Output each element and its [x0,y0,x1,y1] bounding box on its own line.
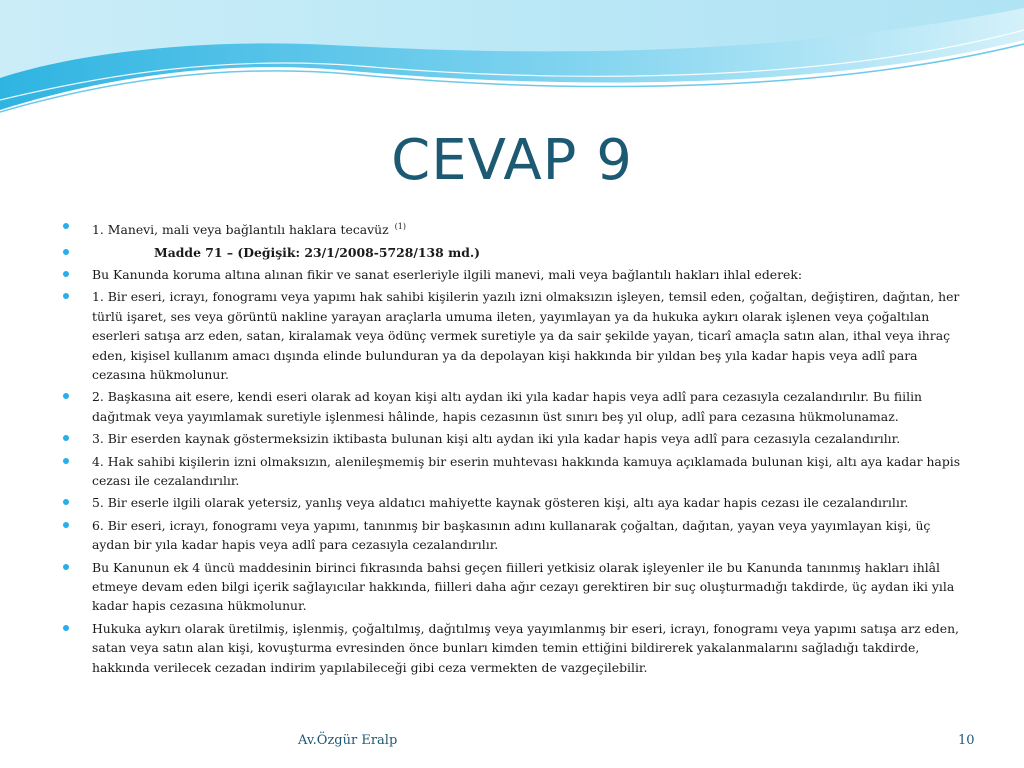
list-item: 4. Hak sahibi kişilerin izni olmaksızın, alenileşmemiş bir eserin muhtevası hakkında kamuya açıklamada bulunan kişi, altı aya kadar hapis cezası ile cezalandırılır. [62,452,962,491]
list-item: Madde 71 – (Değişik: 23/1/2008-5728/138 md.) [62,243,962,262]
footer-author: Av.Özgür Eralp [298,733,398,748]
bullet-icon [63,458,69,464]
list-item: 5. Bir eserle ilgili olarak yetersiz, yanlış veya aldatıcı mahiyette kaynak gösteren kişi, altı aya kadar hapis cezası ile cezalandırılır. [62,493,962,512]
list-item: Hukuka aykırı olarak üretilmiş, işlenmiş, çoğaltılmış, dağıtılmış veya yayımlanmış bir eseri, icrayı, fonogramı veya yapımı satışa arz eden, satan veya satın alan kişi, kovuşturma evresinden önce bunları kimden temin ettiğini bildirerek yakalanmalarını sağladığı takdirde, hakkında verilecek cezadan indirim yapılabileceği gibi ceza vermekten de vazgeçilebilir. [62,619,962,677]
slide-title: CEVAP 9 [391,128,633,193]
bullet-icon [63,522,69,528]
list-item: 1. Bir eseri, icrayı, fonogramı veya yapımı hak sahibi kişilerin yazılı izni olmaksızın işleyen, temsil eden, çoğaltan, değiştiren, dağıtan, her türlü işaret, ses veya görüntü nakline yarayan araçlarla umuma ileten, yayımlayan ya da hukuka aykırı olarak işlenen veya çoğaltılan eserleri satışa arz eden, satan, kiralamak veya ödünç vermek suretiyle ya da sair şekilde yayan, ticarî amaçla satın alan, ithal veya ihraç eden, kişisel kullanım amacı dışında elinde bulunduran ya da depolayan kişi hakkında bir yıldan beş yıla kadar hapis veya adlî para cezasına hükmolunur. [62,287,962,384]
content-list [62,217,962,680]
bullet-icon [63,249,69,255]
bullet-icon [63,435,69,441]
list-item: 2. Başkasına ait esere, kendi eseri olarak ad koyan kişi altı aydan iki yıla kadar hapis veya adlî para cezasıyla cezalandırılır. Bu fiilin dağıtmak veya yayımlamak suretiyle işlenmesi hâlinde, hapis cezasının üst sınırı beş yıl olup, adlî para cezasına hükmolunamaz. [62,387,962,426]
bullet-icon [63,223,69,229]
page-number: 10 [958,733,975,748]
bullet-icon [63,625,69,631]
list-item: Bu Kanunda koruma altına alınan fikir ve sanat eserleriyle ilgili manevi, mali veya bağlantılı hakları ihlal ederek: [62,265,962,284]
list-item: 3. Bir eserden kaynak göstermeksizin iktibasta bulunan kişi altı aydan iki yıla kadar hapis veya adlî para cezasıyla cezalandırılır. [62,429,962,448]
bullet-icon [63,499,69,505]
footnote-marker: (1) [394,222,406,231]
header-wave-decoration [0,0,1024,125]
list-item: Bu Kanunun ek 4 üncü maddesinin birinci fıkrasında bahsi geçen fiilleri yetkisiz olarak işleyenler ile bu Kanunda tanınmış hakları ihlâl etmeye devam eden bilgi içerik sağlayıcılar hakkında, fiilleri daha ağır cezayı gerektiren bir suç oluşturmadığı takdirde, üç aydan iki yıla kadar hapis cezasına hükmolunur. [62,558,962,616]
bullet-icon [63,293,69,299]
bullet-icon [63,393,69,399]
list-item: 6. Bir eseri, icrayı, fonogramı veya yapımı, tanınmış bir başkasının adını kullanarak çoğaltan, dağıtan, yayan veya yayımlayan kişi, üç aydan bir yıla kadar hapis veya adlî para cezasıyla cezalandırılır. [62,516,962,555]
list-item: 1. Manevi, mali veya bağlantılı haklara tecavüz $^{(1)}$ [62,217,962,240]
bullet-icon [63,271,69,277]
bullet-icon [63,564,69,570]
